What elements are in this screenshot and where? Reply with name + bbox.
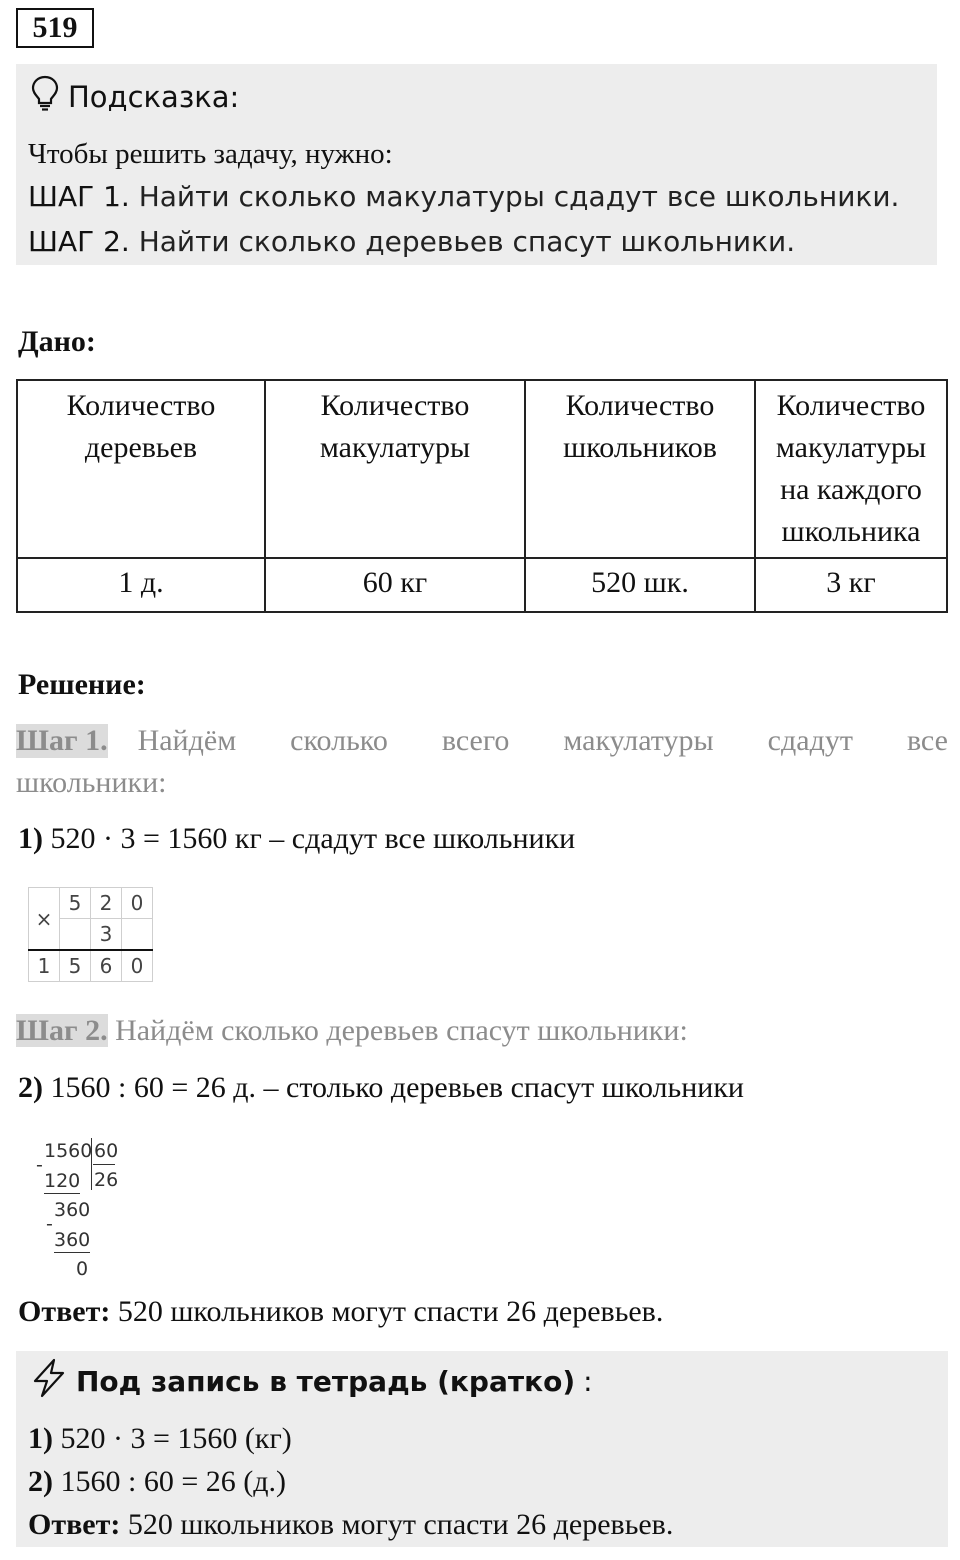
step-1-word: Найдём: [137, 724, 237, 757]
hint-step-1-text: Найти сколько макулатуры сдадут все школьники.: [138, 180, 900, 213]
mult-cell: 3: [91, 919, 122, 951]
step-1-text: [138, 724, 948, 758]
notes-title-colon: :: [583, 1365, 593, 1398]
notes-line-1-text: 520 · 3 = 1560 (кг): [60, 1422, 292, 1455]
task-number: 519: [16, 8, 94, 48]
hint-step-1: [28, 180, 899, 213]
division-quotient: 26: [94, 1169, 119, 1191]
division-minus: -: [36, 1154, 43, 1176]
step-1-word: все: [906, 724, 948, 757]
given-header-per-student: Количество макулатуры на каждого школьника: [755, 380, 947, 558]
notes-line-1-number: 1): [28, 1422, 53, 1455]
mult-result-cell: 0: [122, 950, 153, 982]
step-1: [16, 724, 948, 758]
mult-result-cell: 1: [29, 950, 60, 982]
division-dividend: 1560: [44, 1140, 93, 1162]
hint-intro: Чтобы решить задачу, нужно:: [28, 138, 393, 170]
step-2: [16, 1014, 688, 1048]
multiply-sign: ×: [29, 888, 60, 951]
notes-line-1: [28, 1422, 292, 1456]
line-2-number: 2): [18, 1071, 43, 1104]
step-1-word: макулатуры: [563, 724, 714, 757]
answer-text: 520 школьников могут спасти 26 деревьев.: [117, 1295, 664, 1328]
step-1-word: всего: [441, 724, 510, 757]
lightning-icon: [30, 1358, 68, 1405]
notes-answer: [28, 1508, 673, 1542]
line-1-number: 1): [18, 822, 43, 855]
division-divisor: 60: [94, 1140, 119, 1162]
notes-title: [30, 1358, 593, 1405]
division-remainder-1: 360: [54, 1199, 91, 1221]
notes-answer-label: Ответ:: [28, 1508, 121, 1541]
division-underline: [93, 1164, 115, 1165]
mult-cell: 0: [122, 888, 153, 919]
step-1-label: Шаг 1.: [16, 724, 108, 757]
line-2-text: 1560 : 60 = 26 д. – столько деревьев спасут школьники: [50, 1071, 744, 1104]
mult-result-cell: 6: [91, 950, 122, 982]
answer: [18, 1295, 663, 1329]
given-header-paper: Количество макулатуры: [265, 380, 525, 558]
mult-cell: [122, 919, 153, 951]
given-value-per-student: 3 кг: [755, 558, 947, 612]
multiplication-grid: [28, 887, 153, 982]
given-value-trees: 1 д.: [17, 558, 265, 612]
given-table: [16, 379, 948, 613]
given-heading: Дано:: [18, 325, 96, 358]
given-header-trees: Количество деревьев: [17, 380, 265, 558]
division-remainder-2: 0: [76, 1258, 89, 1280]
step-2-text: Найдём сколько деревьев спасут школьники:: [115, 1014, 688, 1047]
answer-label: Ответ:: [18, 1295, 111, 1328]
line-1-text: 520 · 3 = 1560 кг – сдадут все школьники: [50, 822, 576, 855]
division-minus: -: [46, 1213, 53, 1235]
solution-heading: Решение:: [18, 668, 146, 701]
hint-step-1-label: ШАГ 1.: [28, 180, 130, 213]
given-header-students: Количество школьников: [525, 380, 755, 558]
given-value-paper: 60 кг: [265, 558, 525, 612]
mult-cell: [60, 919, 91, 951]
step-1-continuation: школьники:: [16, 766, 167, 799]
mult-cell: 2: [91, 888, 122, 919]
notes-line-2-number: 2): [28, 1465, 53, 1498]
notes-answer-text: 520 школьников могут спасти 26 деревьев.: [127, 1508, 674, 1541]
hint-step-2: [28, 225, 795, 258]
step-2-label: Шаг 2.: [16, 1014, 108, 1047]
solution-line-2: [18, 1071, 744, 1105]
solution-line-1: [18, 822, 575, 856]
given-value-students: 520 шк.: [525, 558, 755, 612]
division-bar: [91, 1138, 92, 1190]
division-subtrahend-2: 360: [54, 1229, 91, 1251]
step-1-word: сдадут: [767, 724, 853, 757]
mult-cell: 5: [60, 888, 91, 919]
notes-title-text: Под запись в тетрадь (кратко): [76, 1365, 576, 1398]
hint-title-text: Подсказка:: [68, 79, 240, 114]
hint-step-2-text: Найти сколько деревьев спасут школьники.: [138, 225, 796, 258]
lightbulb-icon: [30, 74, 60, 119]
hint-step-2-label: ШАГ 2.: [28, 225, 130, 258]
mult-result-cell: 5: [60, 950, 91, 982]
notes-line-2: [28, 1465, 286, 1499]
hint-title: [30, 74, 239, 119]
notes-line-2-text: 1560 : 60 = 26 (д.): [60, 1465, 286, 1498]
division-subtrahend-1: 120: [44, 1170, 81, 1192]
long-division: [36, 1140, 126, 1280]
step-1-word: сколько: [290, 724, 388, 757]
